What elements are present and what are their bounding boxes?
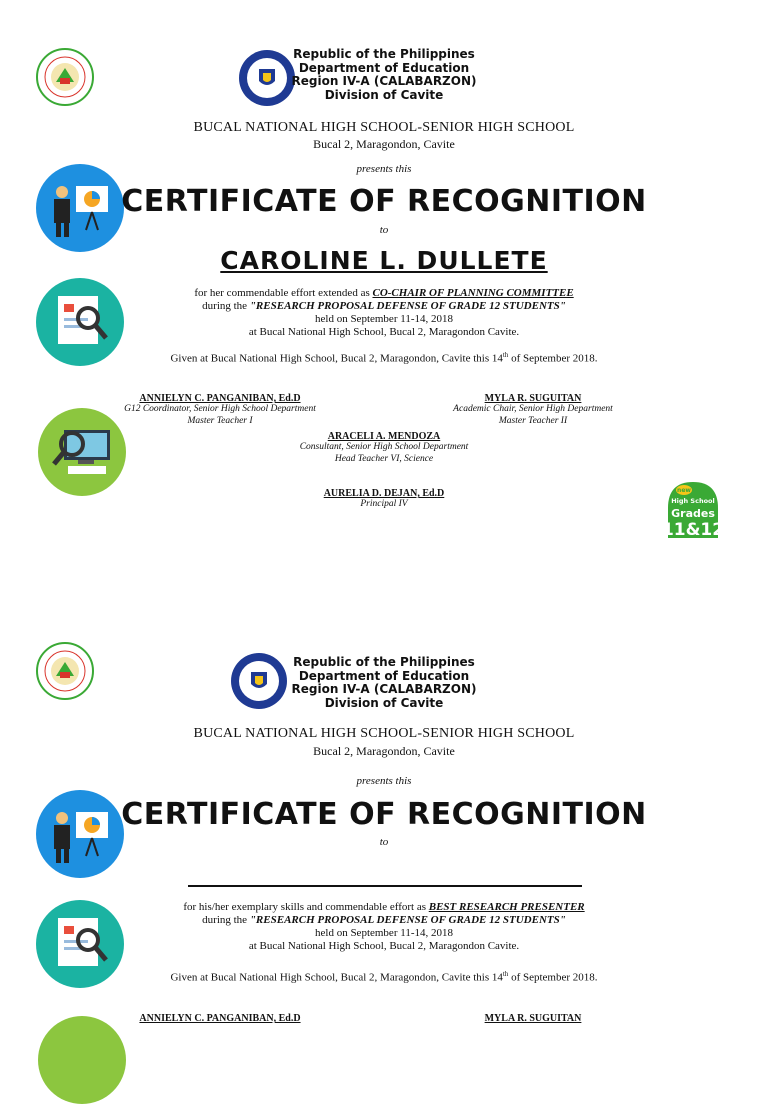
analytics-computer-icon (38, 408, 126, 496)
venue-line: at Bucal National High School, Bucal 2, Maragondon Cavite. (248, 326, 520, 338)
event-line (0, 300, 768, 313)
date-line: held on September 11-14, 2018 (315, 927, 453, 939)
header-line: Republic of the Philippines (293, 47, 475, 61)
role-intro: for her commendable effort extended as (194, 287, 373, 299)
to-text: to (379, 224, 389, 236)
presents-text: presents this (356, 775, 412, 787)
deped-seal-logo (230, 652, 288, 710)
recipient-name-blank-line (188, 885, 582, 887)
signatory-academic-chair (418, 1013, 648, 1024)
signatory-name: ARACELI A. MENDOZA (327, 431, 441, 442)
header-line: Republic of the Philippines (293, 655, 475, 669)
given-ordinal: th (502, 351, 509, 359)
body-text (0, 287, 768, 339)
signatory-rank: Master Teacher II (498, 415, 568, 426)
signatory-rank: Master Teacher I (187, 415, 253, 426)
agency-header (288, 656, 480, 710)
signatory-coordinator (90, 1013, 350, 1024)
given-line (0, 968, 768, 985)
signatory-name: ANNIELYN C. PANGANIBAN, Ed.D (139, 393, 301, 404)
event-intro: during the (202, 300, 250, 312)
signatory-role: Academic Chair, Senior High Department (453, 404, 613, 414)
agency-header (288, 48, 480, 102)
header-line: Division of Cavite (324, 87, 444, 102)
school-name: BUCAL NATIONAL HIGH SCHOOL-SENIOR HIGH SCHOOL (193, 120, 575, 135)
school-seal-logo (36, 642, 94, 700)
svg-text:Grades: Grades (671, 507, 715, 520)
given-line (0, 349, 768, 366)
body-text (0, 901, 768, 953)
given-text: Given at Bucal National High School, Bucal 2, Maragondon, Cavite this 14 (170, 971, 503, 984)
signatory-role: Consultant, Senior High School Department (299, 442, 469, 452)
svg-text:new: new (677, 487, 691, 494)
header-line: Region IV-A (CALABARZON) (291, 682, 477, 696)
certificate-title: CERTIFICATE OF RECOGNITION (121, 797, 647, 832)
venue-line: at Bucal National High School, Bucal 2, Maragondon Cavite. (248, 940, 520, 952)
analytics-computer-icon (38, 1016, 126, 1104)
school-name: BUCAL NATIONAL HIGH SCHOOL-SENIOR HIGH SCHOOL (193, 726, 575, 741)
signatory-academic-chair (418, 393, 648, 427)
signatory-name: MYLA R. SUGUITAN (484, 393, 582, 404)
header-line: Division of Cavite (324, 695, 444, 710)
school-seal-logo (36, 48, 94, 106)
certificate-title: CERTIFICATE OF RECOGNITION (121, 184, 647, 219)
signatory-role: Principal IV (360, 499, 408, 509)
header-line: Department of Education (298, 60, 470, 75)
event-title: "RESEARCH PROPOSAL DEFENSE OF GRADE 12 STUDENTS" (249, 300, 566, 312)
school-address: Bucal 2, Maragondon, Cavite (313, 744, 455, 758)
recipient-name: CAROLINE L. DULLETE (220, 246, 548, 275)
school-address: Bucal 2, Maragondon, Cavite (313, 137, 455, 151)
signatory-name: AURELIA D. DEJAN, Ed.D (323, 488, 445, 499)
grades-11-12-badge (662, 478, 724, 542)
svg-text:11&12: 11&12 (662, 520, 724, 540)
role-line (0, 287, 768, 300)
signatory-rank: Head Teacher VI, Science (334, 453, 434, 464)
given-text-end: of September 2018. (508, 352, 598, 365)
given-text: Given at Bucal National High School, Bucal 2, Maragondon, Cavite this 14 (170, 352, 503, 365)
event-intro: during the (202, 914, 250, 926)
signatory-role: G12 Coordinator, Senior High School Department (124, 404, 316, 414)
event-title: "RESEARCH PROPOSAL DEFENSE OF GRADE 12 STUDENTS" (249, 914, 566, 926)
signatory-name: ANNIELYN C. PANGANIBAN, Ed.D (139, 1013, 301, 1024)
svg-text:High School: High School (671, 497, 715, 505)
signatory-name: MYLA R. SUGUITAN (484, 1013, 582, 1024)
event-line (0, 914, 768, 927)
header-line: Region IV-A (CALABARZON) (291, 74, 477, 88)
role-intro: for his/her exemplary skills and commendable effort as (183, 901, 429, 913)
to-text: to (379, 836, 389, 848)
header-line: Department of Education (298, 668, 470, 683)
date-line: held on September 11-14, 2018 (315, 313, 453, 325)
presents-text: presents this (356, 163, 412, 175)
given-text-end: of September 2018. (508, 971, 598, 984)
role-line (0, 901, 768, 914)
given-ordinal: th (502, 970, 509, 978)
signatory-coordinator (90, 393, 350, 427)
role-title: BEST RESEARCH PRESENTER (428, 901, 585, 913)
signatory-principal (0, 488, 768, 511)
role-title: CO-CHAIR OF PLANNING COMMITTEE (372, 287, 574, 299)
